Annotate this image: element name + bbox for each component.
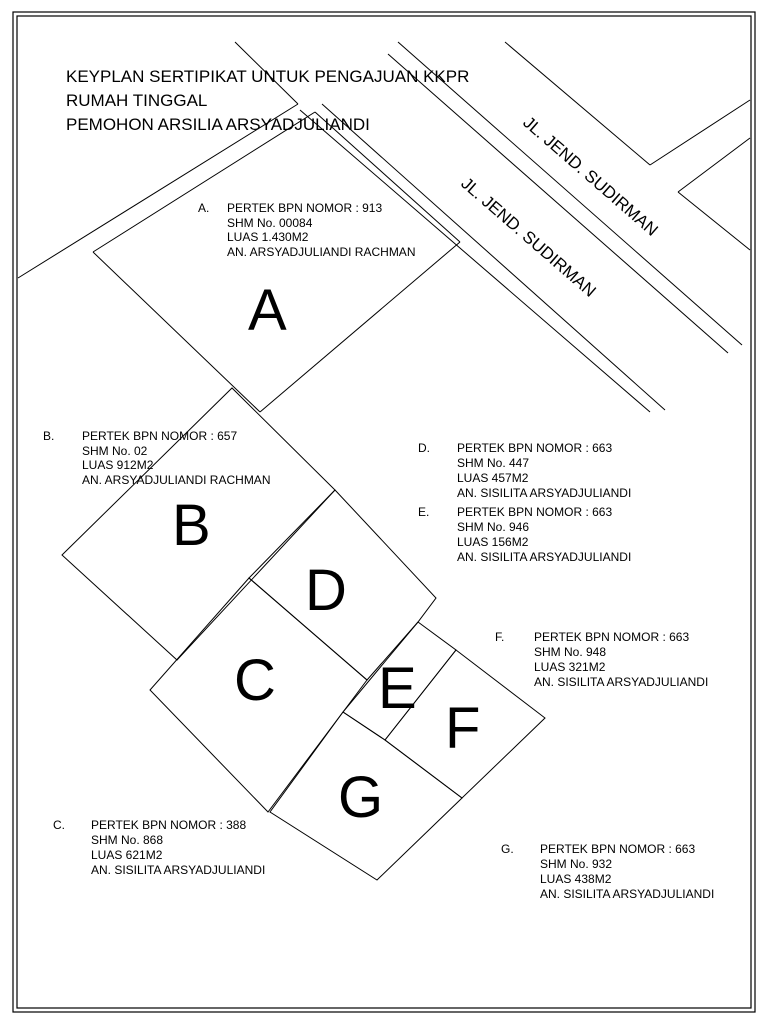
parcel-info-b: [43, 429, 270, 487]
parcel-info-g: [501, 842, 714, 901]
parcel-luas: LUAS 912M2: [82, 458, 154, 472]
parcel-letter-b: B: [172, 493, 211, 558]
street-label-upper: JL. JEND. SUDIRMAN: [519, 112, 662, 240]
parcel-owner: AN. SISILITA ARSYADJULIANDI: [534, 675, 709, 689]
parcel-owner: AN. ARSYADJULIANDI RACHMAN: [82, 473, 271, 487]
parcel-luas: LUAS 156M2: [457, 535, 529, 549]
parcel-shm: SHM No. 447: [457, 456, 530, 470]
parcel-a-left-edge: [93, 252, 260, 412]
building-line: [678, 138, 750, 192]
parcel-a-bottom-edge: [260, 242, 460, 412]
parcel-shm: SHM No. 02: [82, 444, 148, 458]
parcel-letter-g: G: [338, 765, 384, 830]
parcel-pertek: PERTEK BPN NOMOR : 388: [91, 818, 247, 832]
parcel-info-f: [495, 630, 708, 689]
road-edge-line: [300, 110, 650, 412]
title-line-2: RUMAH TINGGAL: [66, 91, 208, 110]
parcel-pertek: PERTEK BPN NOMOR : 657: [82, 429, 238, 443]
parcel-luas: LUAS 457M2: [457, 471, 529, 485]
outer-frame: [13, 12, 755, 1012]
parcel-marker: B.: [43, 429, 55, 443]
parcel-marker: F.: [495, 630, 505, 644]
parcel-pertek: PERTEK BPN NOMOR : 663: [457, 505, 613, 519]
title-line-1: KEYPLAN SERTIPIKAT UNTUK PENGAJUAN KKPR: [66, 67, 470, 86]
building-line: [650, 100, 750, 165]
parcel-shm: SHM No. 868: [91, 833, 164, 847]
title-line-3: PEMOHON ARSILIA ARSYADJULIANDI: [66, 115, 370, 134]
parcel-info-e: [418, 505, 631, 564]
parcel-luas: LUAS 1.430M2: [227, 230, 309, 244]
road-edge-line: [398, 42, 742, 345]
building-line: [505, 42, 650, 165]
parcel-letter-d: D: [305, 558, 347, 623]
building-line: [678, 192, 750, 250]
parcel-letter-f: F: [445, 696, 481, 761]
parcel-luas: LUAS 438M2: [540, 872, 612, 886]
parcel-shm: SHM No. 946: [457, 520, 530, 534]
parcel-pertek: PERTEK BPN NOMOR : 913: [227, 201, 383, 215]
parcel-pertek: PERTEK BPN NOMOR : 663: [540, 842, 696, 856]
parcel-letter-c: C: [234, 648, 276, 713]
parcel-owner: AN. SISILITA ARSYADJULIANDI: [457, 486, 632, 500]
parcel-pertek: PERTEK BPN NOMOR : 663: [534, 630, 690, 644]
parcel-shm: SHM No. 932: [540, 857, 613, 871]
parcel-owner: AN. ARSYADJULIANDI RACHMAN: [227, 245, 416, 259]
parcel-luas: LUAS 321M2: [534, 660, 606, 674]
parcel-marker: D.: [418, 441, 430, 455]
parcel-info-c: [53, 818, 265, 877]
parcel-owner: AN. SISILITA ARSYADJULIANDI: [457, 550, 632, 564]
parcel-letter-a: A: [248, 278, 287, 343]
parcel-marker: A.: [198, 201, 210, 215]
parcel-shm: SHM No. 00084: [227, 216, 313, 230]
parcel-owner: AN. SISILITA ARSYADJULIANDI: [91, 863, 266, 877]
parcel-marker: E.: [418, 505, 430, 519]
parcel-info-d: [418, 441, 631, 500]
parcel-letter-e: E: [378, 656, 417, 721]
parcel-owner: AN. SISILITA ARSYADJULIANDI: [540, 887, 715, 901]
road-edge-line: [388, 54, 728, 353]
parcel-shm: SHM No. 948: [534, 645, 607, 659]
parcel-info-a: [198, 201, 415, 259]
parcel-marker: C.: [53, 818, 65, 832]
street-label-lower: JL. JEND. SUDIRMAN: [457, 173, 600, 301]
parcel-marker: G.: [501, 842, 514, 856]
parcel-luas: LUAS 621M2: [91, 848, 163, 862]
parcel-pertek: PERTEK BPN NOMOR : 663: [457, 441, 613, 455]
